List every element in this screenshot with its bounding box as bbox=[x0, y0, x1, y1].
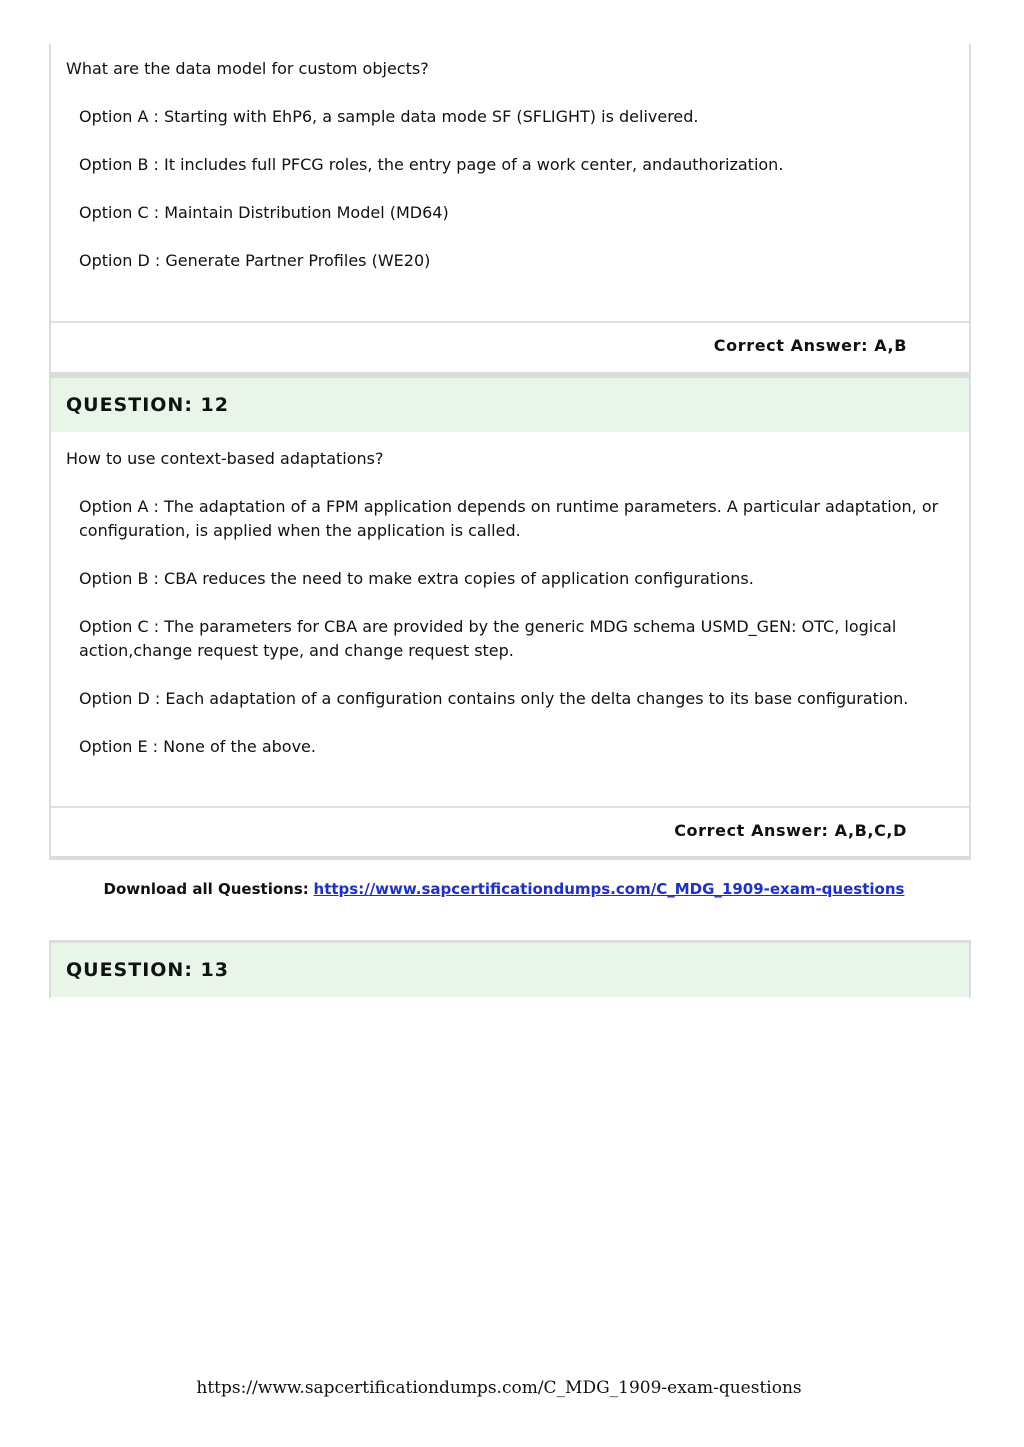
download-label: Download all Questions: bbox=[103, 880, 309, 898]
question-12-option-d: Option D : Each adaptation of a configuration contains only the delta changes to its base configuration. bbox=[79, 689, 909, 708]
answer-divider bbox=[51, 321, 969, 323]
question-13-card bbox=[49, 940, 971, 998]
download-link[interactable]: https://www.sapcertificationdumps.com/C_MDG_1909-exam-questions bbox=[313, 880, 905, 898]
question-13-title: QUESTION: 13 bbox=[66, 959, 229, 981]
answer-divider bbox=[51, 806, 969, 808]
page-footer-url: https://www.sapcertificationdumps.com/C_MDG_1909-exam-questions bbox=[196, 1378, 802, 1398]
question-12-correct-answer: Correct Answer: A,B,C,D bbox=[674, 821, 907, 840]
question-11-text: What are the data model for custom objects? bbox=[66, 59, 429, 78]
question-11-option-a: Option A : Starting with EhP6, a sample data mode SF (SFLIGHT) is delivered. bbox=[79, 107, 699, 126]
question-11-option-d: Option D : Generate Partner Profiles (WE20) bbox=[79, 251, 431, 270]
question-12-option-a: Option A : The adaptation of a FPM application depends on runtime parameters. A particular adaptation, or configuration, is applied when the application is called. bbox=[79, 497, 939, 540]
question-12-text: How to use context-based adaptations? bbox=[66, 449, 384, 468]
question-11-option-c: Option C : Maintain Distribution Model (MD64) bbox=[79, 203, 449, 222]
question-12-option-e: Option E : None of the above. bbox=[79, 737, 316, 756]
question-12-title: QUESTION: 12 bbox=[66, 394, 229, 416]
question-11-correct-answer: Correct Answer: A,B bbox=[713, 336, 907, 355]
question-12-card bbox=[49, 376, 971, 860]
question-12-option-b: Option B : CBA reduces the need to make extra copies of application configurations. bbox=[79, 569, 754, 588]
download-line bbox=[0, 880, 1008, 898]
question-13-header bbox=[51, 943, 969, 997]
question-12-header bbox=[51, 378, 969, 432]
question-12-option-c: Option C : The parameters for CBA are provided by the generic MDG schema USMD_GEN: OTC, logical action,change request type, and change request step. bbox=[79, 617, 897, 660]
question-11-card bbox=[49, 44, 971, 376]
question-11-option-b: Option B : It includes full PFCG roles, the entry page of a work center, andauthorization. bbox=[79, 155, 784, 174]
